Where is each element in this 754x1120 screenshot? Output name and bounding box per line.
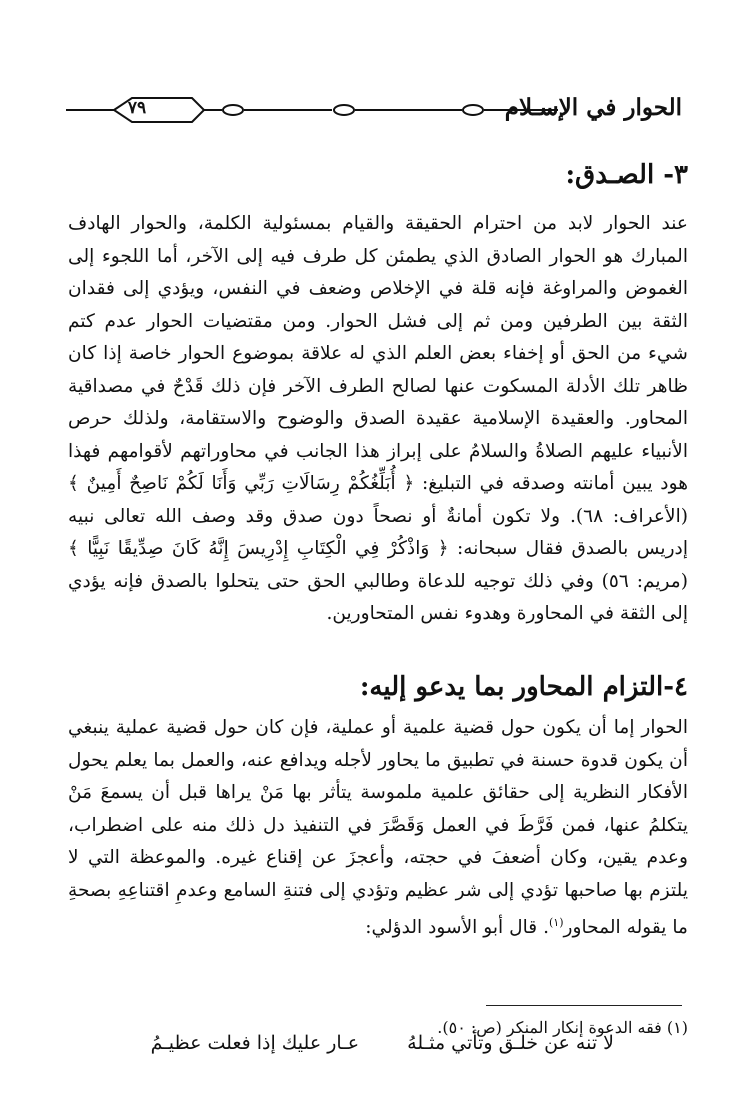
poem-second-hemistich: عـار عليك إذا فعلت عظيـمُ <box>150 1032 360 1054</box>
quran-verse-hud: ﴿ أُبَلِّغُكُمْ رِسَالَاتِ رَبِّي وَأَنَا لَكُمْ نَاصِحٌ أَمِينٌ ﴾ <box>68 473 415 494</box>
footnote: (١) فقه الدعوة إنكار المنكر (ص: ٥٠). <box>437 1018 688 1037</box>
paragraph-commitment <box>68 712 688 945</box>
poem-first-hemistich: لا تنه عن خلـق وتأتي مثـلهُ <box>407 1032 614 1054</box>
paragraph-text: (الأعراف: ٦٨). ولا تكون أمانةٌ أو نصحاً دون صدق وقد وصف الله تعالى نبيه إدريس بالصدق فقال سبحانه: <box>68 505 688 559</box>
running-title: الحوار في الإسـلام <box>504 94 682 121</box>
paragraph-text: عند الحوار لابد من احترام الحقيقة والقيام بمسئولية الكلمة، والحوار الهادف المبارك هو الحوار الصادق الذي يطمئن كل طرف فيه إلى الآخر، أما اللجوء إلى الغموض والمراوغة فإنه قلة في الإخلاص وضعف في النفس، ويؤدي إلى فقدان الثقة بين الطرفين ومن ثم إلى فشل الحوار. ومن مقتضيات الحوار عدم كتم شيء من الحق أو إخفاء بعض العلم الذي له علاقة بموضوع الحوار خاصة إذا كان ظاهر تلك الأدلة المسكوت عنها لصالح الطرف الآخر فإن ذلك قَدْحٌ في مصداقية المحاور. والعقيدة الإسلامية عقيدة الصدق والوضوح والاستقامة، ولذلك حرص الأنبياء عليهم الصلاةُ والسلامُ على إبراز هذا الجانب في محاوراتهم لأقوامهم فهذا هود يبين أمانته وصدقه في التبليغ: <box>68 213 689 494</box>
quran-verse-idris: ﴿ وَاذْكُرْ فِي الْكِتَابِ إِدْرِيسَ إِنَّهُ كَانَ صِدِّيقًا نَبِيًّا ﴾ <box>68 538 449 559</box>
paragraph-text: . قال أبو الأسود الدؤلي: <box>365 917 549 939</box>
section-heading-truthfulness: ٣- الصـدق: <box>565 160 688 190</box>
paragraph-text: الحوار إما أن يكون حول قضية علمية أو عملية، فإن كان حول قضية عملية ينبغي أن يكون قدوة حسنة في تطبيق ما يحاور لأجله ويدافع عنه، والعمل بما يعلم يحول الأفكار النظرية إلى حقائق علمية ملموسة يتأثر بها مَنْ يراها قبل أن يسمعَ مَنْ يتكلمُ عنها، فمن فَرَّطَ في العمل وَقَصَّرَ في التنفيذ دل ذلك منه على اضطراب، وعدم يقين، وكان أضعفَ في حجته، وأعجزَ عن إقناع غيره. والموعظة التي لا يلتزم بها صاحبها تؤدي إلى شر عظيم وتؤدي إلى فتنةِ السامع وعدمِ اقتناعِهِ بصحةِ ما يقوله المحاور <box>68 717 688 939</box>
paragraph-text: (مريم: ٥٦) وفي ذلك توجيه للدعاة وطالبي الحق حتى يتحلوا بالصدق فإنه يؤدي إلى الثقة في المحاورة وهدوء نفس المتحاورين. <box>68 570 688 624</box>
footnote-reference: (١) <box>549 916 564 929</box>
page-number: ٧٩ <box>127 98 147 118</box>
section-heading-commitment: ٤-التزام المحاور بما يدعو إليه: <box>359 672 688 702</box>
paragraph-truthfulness <box>68 208 688 631</box>
page-header <box>62 92 682 128</box>
footnote-separator <box>486 1005 682 1006</box>
